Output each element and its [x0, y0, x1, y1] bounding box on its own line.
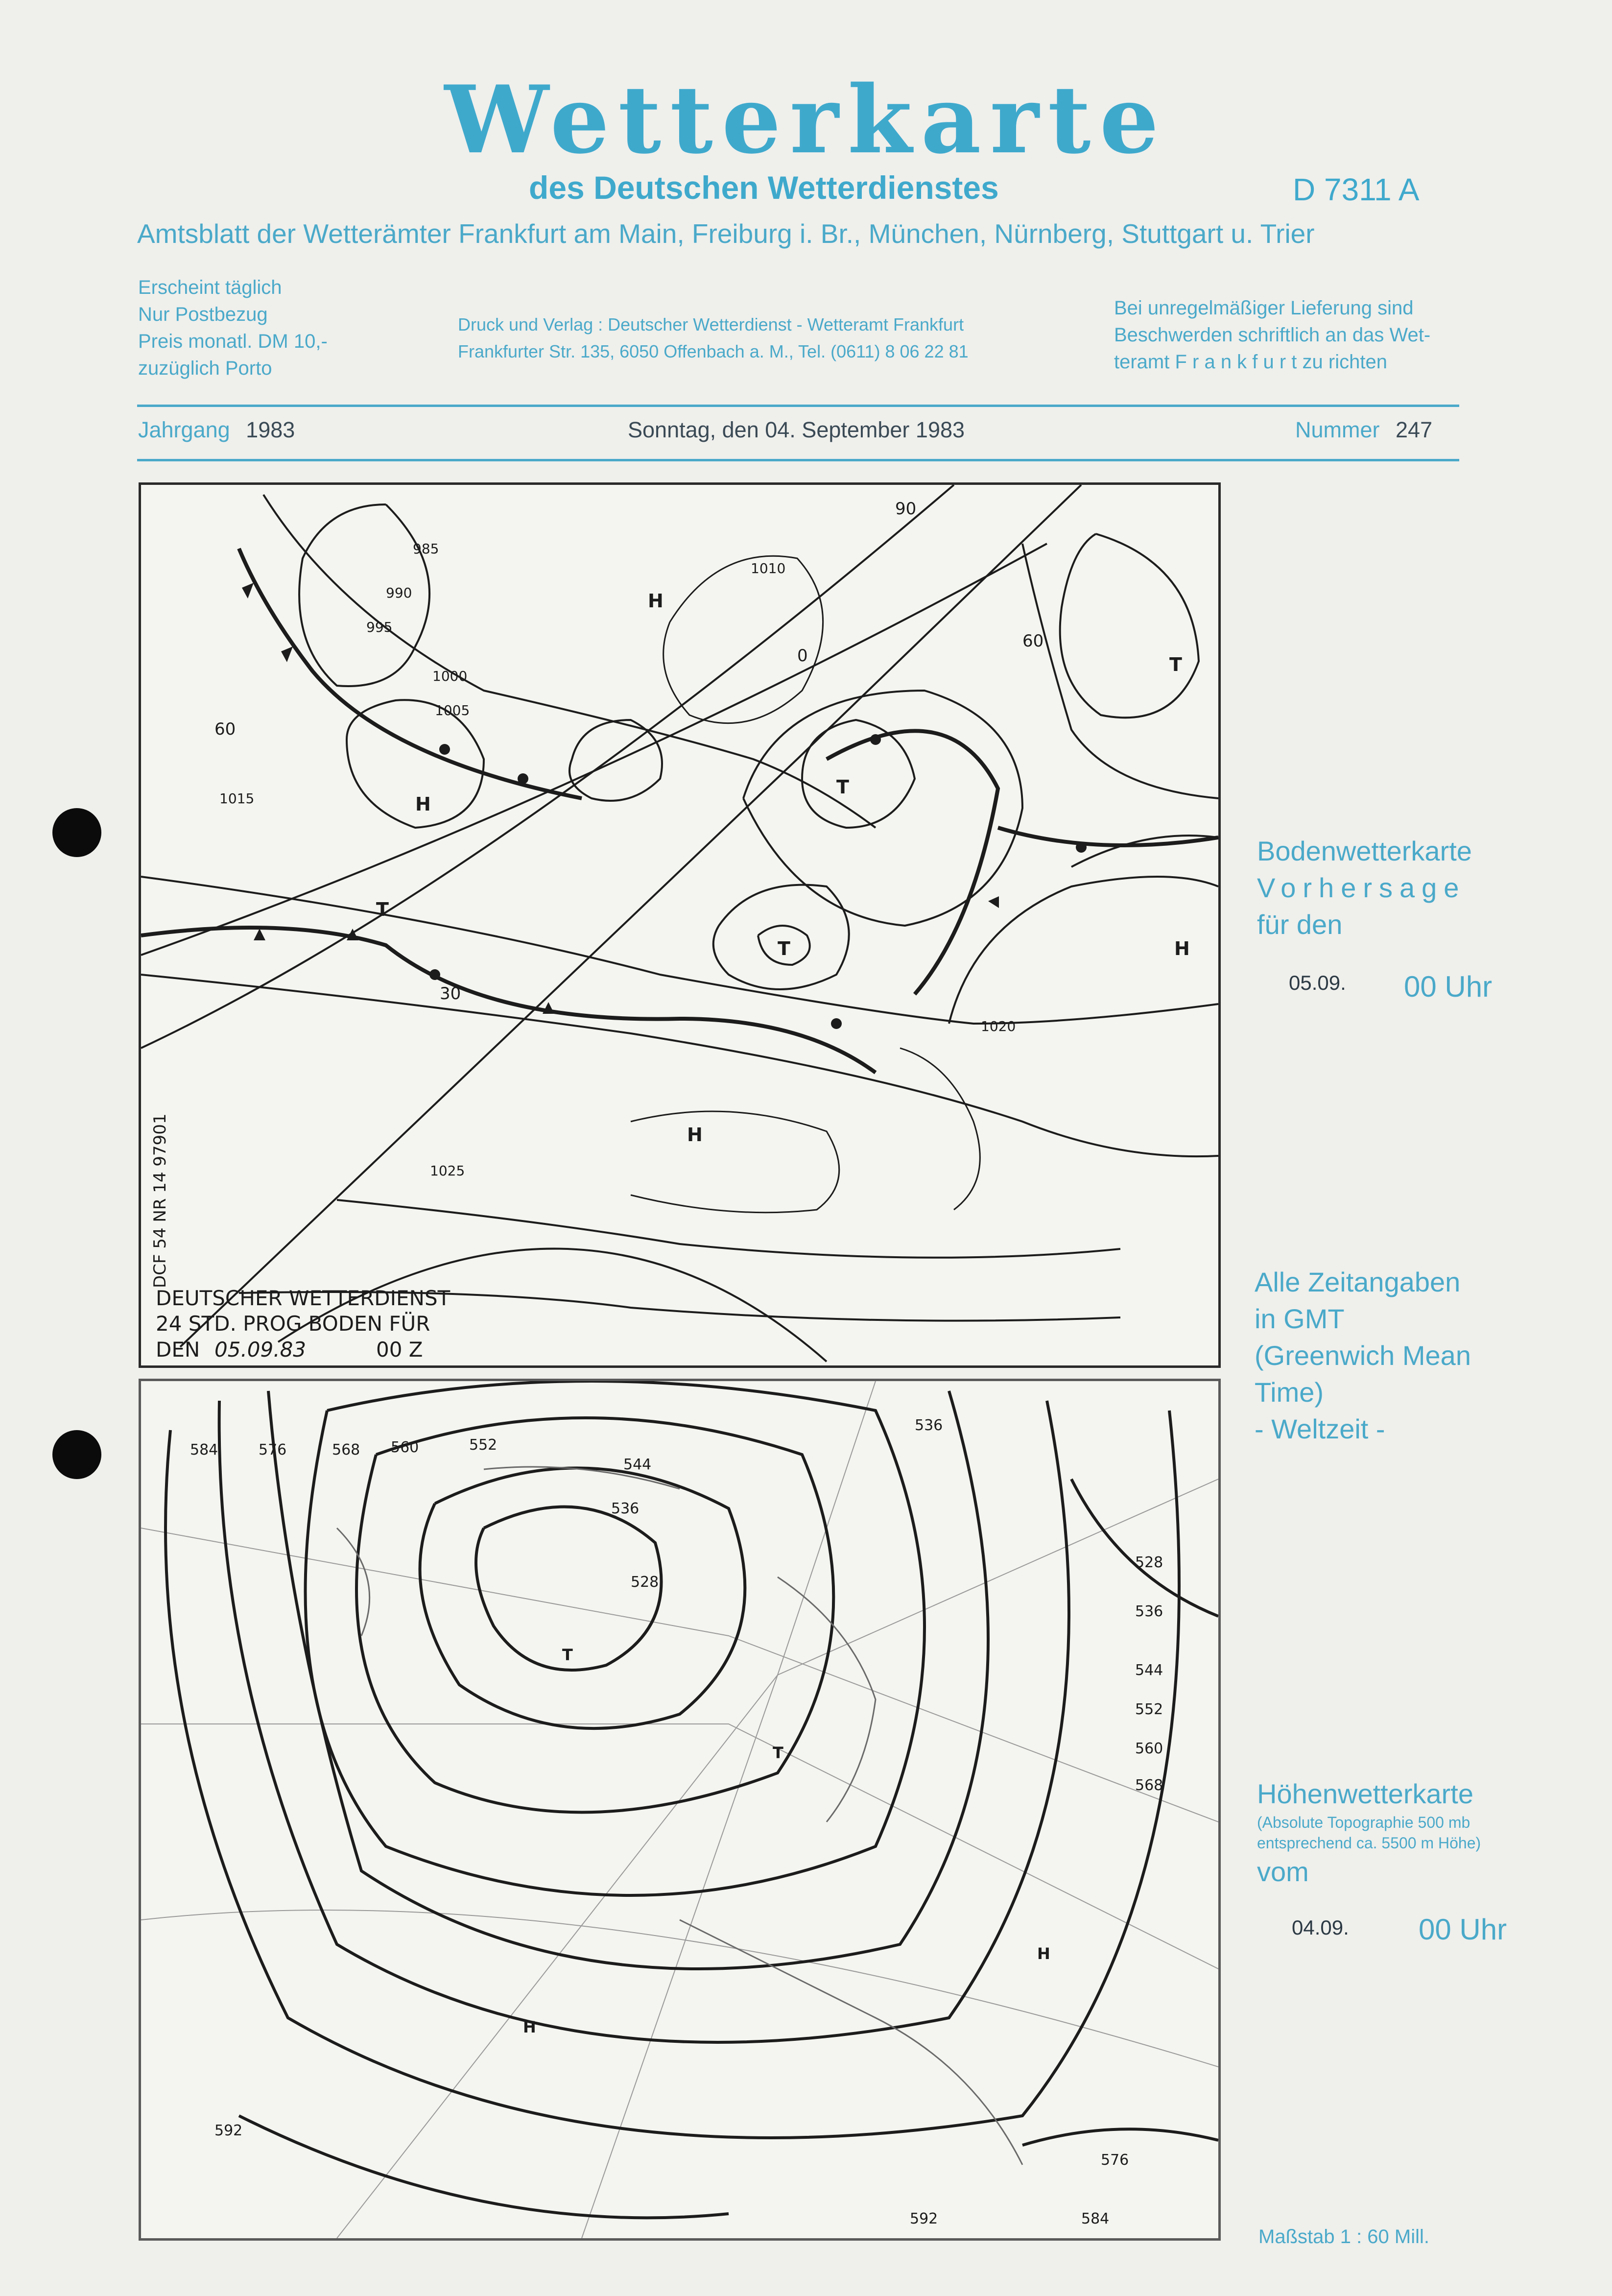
time-note-line: Time) — [1255, 1377, 1324, 1408]
station-code: DCF 54 NR 14 97901 — [150, 1113, 170, 1288]
front-symbol — [281, 646, 293, 662]
contour-line — [356, 1418, 833, 1812]
low-pressure-center: T — [562, 1646, 573, 1664]
high-pressure-center: H — [1037, 1944, 1050, 1963]
note-line: Nur Postbezug — [138, 304, 268, 325]
high-pressure-center: H — [415, 793, 431, 815]
stamp-line: 24 STD. PROG BODEN FÜR — [156, 1312, 430, 1336]
high-pressure-center: H — [1174, 938, 1190, 959]
high-pressure-center: H — [648, 590, 664, 612]
high-pressure-center: H — [687, 1124, 703, 1146]
time-note-line: - Weltzeit - — [1255, 1413, 1385, 1444]
time-note-line: Alle Zeitangaben — [1255, 1267, 1461, 1297]
upper-from: vom — [1257, 1856, 1309, 1887]
surface-title: Bodenwetterkarte — [1257, 836, 1472, 866]
time-note — [1255, 1264, 1471, 1447]
masthead-subtitle: des Deutschen Wetterdienstes — [529, 169, 999, 206]
meridian-line — [141, 544, 1047, 955]
year-label: Jahrgang — [138, 417, 230, 442]
upper-subtitle: (Absolute Topographie 500 mb — [1257, 1814, 1470, 1831]
note-line: Erscheint täglich — [138, 277, 282, 298]
front-symbol — [254, 929, 265, 940]
contour-label: 592 — [214, 2122, 243, 2139]
contour-label: 576 — [259, 1441, 287, 1459]
isobar-label: 1020 — [981, 1018, 1016, 1034]
contour-label: 592 — [910, 2210, 938, 2227]
isobar-label: 995 — [366, 619, 393, 635]
isobar-line — [1060, 534, 1199, 718]
graticule-line — [582, 1479, 1218, 2238]
isobar-label: 1005 — [435, 702, 470, 718]
contour-label: 544 — [1135, 1662, 1163, 1679]
front-symbol — [439, 744, 450, 755]
surface-date: 05.09. — [1289, 971, 1346, 994]
coastline — [631, 1111, 839, 1213]
front-symbol — [831, 1018, 842, 1029]
upper-date: 04.09. — [1292, 1916, 1349, 1939]
contour-label: 552 — [469, 1436, 498, 1454]
front-symbol — [242, 583, 254, 598]
year-value: 1983 — [246, 417, 295, 442]
complaint-line: Bei unregelmäßiger Lieferung sind — [1114, 297, 1414, 319]
number-field — [1295, 417, 1432, 443]
time-note-line: in GMT — [1255, 1303, 1345, 1334]
contour-line — [166, 1411, 1179, 2138]
front-symbol — [988, 896, 999, 908]
front-line — [141, 928, 876, 1073]
subscription-notes — [138, 274, 328, 382]
contour-label: 536 — [1135, 1603, 1163, 1620]
low-pressure-center: T — [376, 899, 389, 920]
surface-map-caption — [1257, 833, 1472, 943]
contour-label: 528 — [1135, 1554, 1163, 1571]
contour-label: 584 — [1081, 2210, 1110, 2227]
surface-subtitle: Vorhersage — [1257, 872, 1466, 903]
masthead-title: Wetterkarte — [444, 65, 1168, 174]
upper-air-map-drawing — [141, 1381, 1218, 2238]
contour-label: 552 — [1135, 1701, 1163, 1718]
stamp-time: 00 Z — [376, 1338, 423, 1362]
isobar-label: 1015 — [219, 790, 255, 807]
coastline — [664, 556, 823, 723]
contour-label: 536 — [915, 1417, 943, 1434]
isobar-line — [337, 1200, 1120, 1258]
coastline — [900, 1048, 980, 1210]
note-line: zuzüglich Porto — [138, 358, 272, 379]
upper-subtitle-2: entsprechend ca. 5500 m Höhe) — [1257, 1834, 1481, 1852]
surface-map-drawing — [141, 485, 1218, 1365]
front-symbol — [429, 969, 440, 980]
contour-label: 576 — [1101, 2152, 1129, 2169]
contour-line — [1071, 1479, 1218, 1616]
surface-for: für den — [1257, 909, 1343, 940]
upper-map-caption — [1257, 1775, 1481, 1890]
front-symbol — [518, 773, 528, 784]
rule-bottom — [137, 459, 1459, 461]
surface-map — [139, 482, 1221, 1368]
graticule-line — [141, 1910, 1218, 2067]
upper-title: Höhenwetterkarte — [1257, 1778, 1474, 1809]
meridian-label: 30 — [440, 984, 461, 1004]
year-field — [138, 417, 295, 443]
isobar-line — [1022, 544, 1218, 798]
isobar-line — [743, 691, 1022, 926]
time-note-line: (Greenwich Mean — [1255, 1340, 1471, 1371]
complaint-line: Beschwerden schriftlich an das Wet- — [1114, 324, 1431, 346]
complaint-line: teramt F r a n k f u r t zu richten — [1114, 351, 1387, 373]
isobar-label: 985 — [413, 541, 439, 557]
complaint-info — [1114, 295, 1430, 376]
binder-hole-bottom — [52, 1430, 101, 1479]
isobar-line — [141, 975, 1218, 1156]
publisher-line: Druck und Verlag : Deutscher Wetterdienst - Wetteramt Frankfurt — [458, 314, 964, 335]
isobar-label: 1025 — [430, 1163, 465, 1179]
contour-label: 584 — [190, 1441, 218, 1459]
low-pressure-center: T — [778, 938, 790, 959]
isobar-line — [802, 720, 915, 828]
surface-hour: 00 Uhr — [1404, 970, 1493, 1003]
publication-code: D 7311 A — [1293, 172, 1420, 207]
coastline — [778, 1577, 876, 1822]
graticule-line — [141, 1528, 1218, 1822]
publisher-line: Frankfurter Str. 135, 6050 Offenbach a. M., Tel. (0611) 8 06 22 81 — [458, 341, 969, 361]
upper-hour: 00 Uhr — [1419, 1913, 1507, 1946]
contour-label: 560 — [391, 1439, 419, 1456]
rule-top — [137, 405, 1459, 407]
contour-line — [268, 1391, 988, 1969]
meridian-line — [180, 485, 1081, 1347]
isobar-line — [141, 877, 1218, 1024]
front-symbol — [543, 1002, 554, 1014]
contour-line — [219, 1401, 1069, 2042]
contour-label: 560 — [1135, 1740, 1163, 1757]
front-symbol — [870, 734, 881, 745]
number-label: Nummer — [1295, 417, 1380, 442]
binder-hole-top — [52, 808, 101, 857]
number-value: 247 — [1396, 417, 1433, 442]
graticule-line — [337, 1381, 876, 2238]
high-pressure-center: H — [523, 2018, 536, 2036]
stamp-line: DEUTSCHER WETTERDIENST — [156, 1286, 450, 1310]
low-pressure-center: T — [773, 1744, 783, 1762]
meridian-label: 60 — [1022, 631, 1044, 651]
note-line: Preis monatl. DM 10,- — [138, 331, 328, 352]
contour-line — [1022, 2129, 1218, 2145]
amtsblatt-line: Amtsblatt der Wetterämter Frankfurt am Main, Freiburg i. Br., München, Nürnberg, Stuttgart u. Trier — [137, 218, 1315, 249]
upper-air-map — [139, 1379, 1221, 2241]
contour-label: 568 — [332, 1441, 360, 1459]
coastline — [337, 1528, 370, 1636]
contour-label: 568 — [1135, 1777, 1163, 1794]
front-symbol — [1076, 842, 1087, 853]
meridian-label: 0 — [797, 646, 808, 666]
meridian-line — [141, 485, 954, 1048]
issue-date: Sonntag, den 04. September 1983 — [628, 417, 965, 442]
isobar-label: 1010 — [751, 560, 786, 576]
contour-label: 544 — [623, 1456, 652, 1473]
isobar-label: 1000 — [432, 668, 468, 684]
stamp-line: DEN — [156, 1338, 200, 1362]
contour-label: 536 — [611, 1500, 640, 1517]
isobar-label: 990 — [386, 585, 412, 601]
publisher-info — [458, 311, 969, 365]
stamp-date: 05.09.83 — [214, 1338, 307, 1362]
meridian-label: 60 — [214, 719, 236, 739]
scale-note: Maßstab 1 : 60 Mill. — [1258, 2226, 1430, 2248]
low-pressure-center: T — [836, 776, 849, 798]
low-pressure-center: T — [1169, 654, 1182, 675]
meridian-label: 90 — [895, 499, 917, 519]
contour-label: 528 — [631, 1574, 659, 1591]
